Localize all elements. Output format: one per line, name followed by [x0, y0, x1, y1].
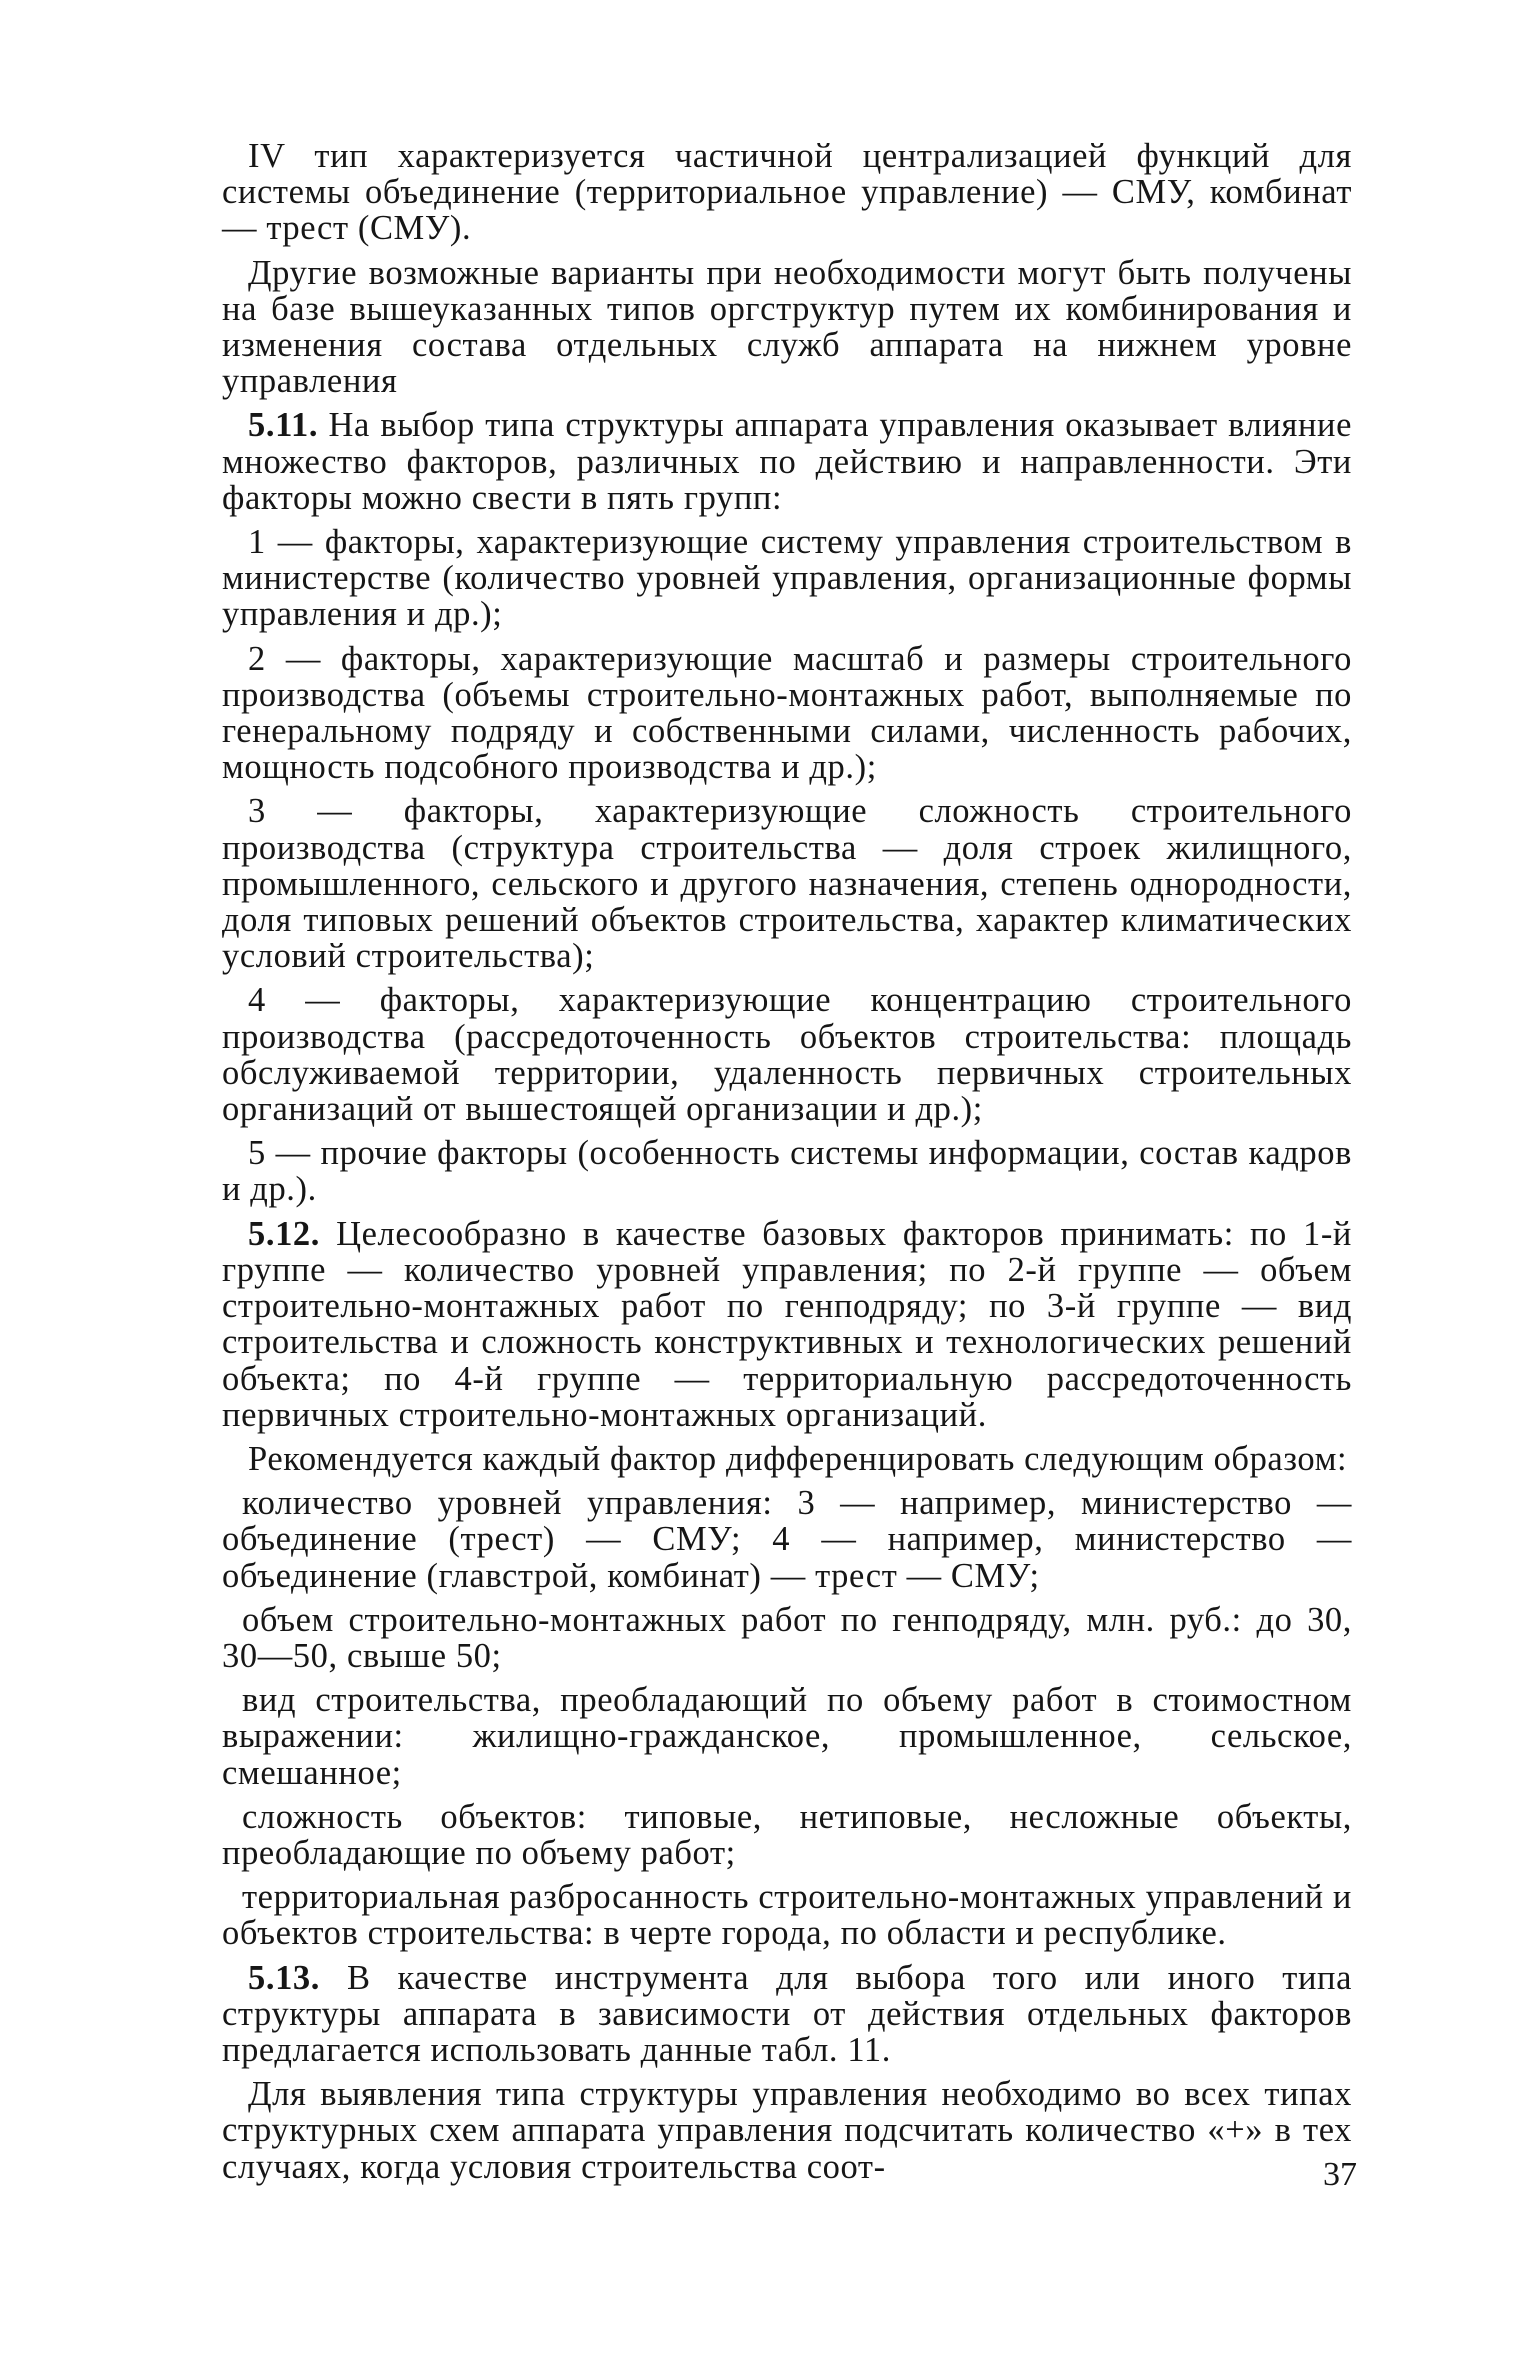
page-body: [222, 138, 1352, 2185]
paragraph-text: 3 — факторы, характеризующие сложность строительного производства (структура строительства — доля строек жилищного, промышленного, сельского и другого назначения, степень однородности, доля типовых решений объектов строительства, характер климатических условий строительства);: [222, 792, 1352, 976]
section-number: 5.12.: [248, 1214, 320, 1253]
paragraph: [222, 255, 1352, 400]
paragraph-text: Другие возможные варианты при необходимости могут быть получены на базе вышеуказанных типов оргструктур путем их комбинирования и изменения состава отдельных служб аппарата на нижнем уровне управления: [222, 253, 1352, 401]
paragraph: [222, 2076, 1352, 2185]
paragraph-text: объем строительно-монтажных работ по генподряду, млн. руб.: до 30, 30—50, свыше 50;: [222, 1600, 1352, 1675]
paragraph-text: IV тип характеризуется частичной централизацией функций для системы объединение (территориальное управление) — СМУ, комбинат — трест (СМУ).: [222, 137, 1352, 248]
section-paragraph: [222, 407, 1352, 516]
list-item: [222, 641, 1352, 786]
paragraph-text: сложность объектов: типовые, нетиповые, несложные объекты, преобладающие по объему работ;: [222, 1797, 1352, 1872]
paragraph-text: вид строительства, преобладающий по объему работ в стоимостном выражении: жилищно-гражданское, промышленное, сельское, смешанное;: [222, 1681, 1352, 1792]
list-item: [222, 1135, 1352, 1207]
list-item: [222, 1485, 1352, 1594]
paragraph: [222, 138, 1352, 247]
page-number: 37: [1323, 2156, 1357, 2193]
paragraph-text: Рекомендуется каждый фактор дифференцировать следующим образом:: [248, 1439, 1348, 1478]
list-item: [222, 524, 1352, 633]
list-item: [222, 1879, 1352, 1951]
list-item: [222, 1682, 1352, 1791]
paragraph: [222, 1441, 1352, 1477]
list-item: [222, 982, 1352, 1127]
list-item: [222, 793, 1352, 974]
paragraph-text: 2 — факторы, характеризующие масштаб и размеры строительного производства (объемы строительно-монтажных работ, выполняемые по генеральному подряду и собственными силами, численность рабочих, мощность подсобного производства и др.);: [222, 639, 1352, 787]
paragraph-text: В качестве инструмента для выбора того или иного типа структуры аппарата в зависимости от действия отдельных факторов предлагается использовать данные табл. 11.: [222, 1958, 1352, 2069]
section-number: 5.11.: [248, 406, 319, 445]
paragraph-text: 5 — прочие факторы (особенность системы информации, состав кадров и др.).: [222, 1134, 1352, 1209]
section-paragraph: [222, 1216, 1352, 1433]
paragraph-text: На выбор типа структуры аппарата управления оказывает влияние множество факторов, различных по действию и направленности. Эти факторы можно свести в пять групп:: [222, 406, 1352, 517]
paragraph-text: 1 — факторы, характеризующие систему управления строительством в министерстве (количество уровней управления, организационные формы управления и др.);: [222, 523, 1352, 634]
paragraph-text: территориальная разбросанность строительно-монтажных управлений и объектов строительства: в черте города, по области и республике.: [222, 1878, 1352, 1953]
list-item: [222, 1799, 1352, 1871]
section-paragraph: [222, 1960, 1352, 2069]
section-number: 5.13.: [248, 1958, 320, 1997]
paragraph-text: количество уровней управления: 3 — например, министерство — объединение (трест) — СМУ; 4 — например, министерство — объединение (главстрой, комбинат) — трест — СМУ;: [222, 1484, 1352, 1595]
paragraph-text: Целесообразно в качестве базовых факторов принимать: по 1-й группе — количество уровней управления; по 2-й группе — объем строительно-монтажных работ по генподряду; по 3-й группе — вид строительства и сложность конструктивных и технологических решений объекта; по 4-й группе — территориальную рассредоточенность первичных строительно-монтажных организаций.: [222, 1214, 1352, 1434]
paragraph-text: Для выявления типа структуры управления необходимо во всех типах структурных схем аппарата управления подсчитать количество «+» в тех случаях, когда условия строительства соот-: [222, 2075, 1352, 2186]
list-item: [222, 1602, 1352, 1674]
paragraph-text: 4 — факторы, характеризующие концентрацию строительного производства (рассредоточенность объектов строительства: площадь обслуживаемой территории, удаленность первичных строительных организаций от вышестоящей организации и др.);: [222, 981, 1352, 1129]
